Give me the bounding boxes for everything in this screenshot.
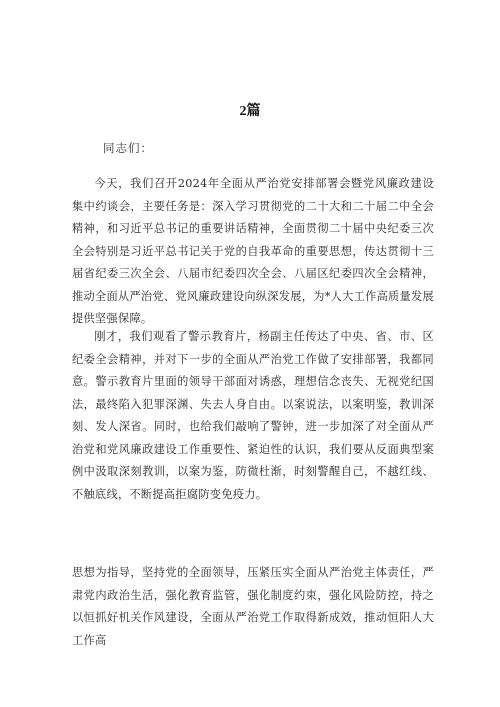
document-title: 2篇 (239, 104, 261, 119)
salutation: 同志们： (103, 141, 153, 155)
paragraph-1: 今天，我们召开2024年全面从严治党安排部署会暨党风廉政建设集中约谈会，主要任务是：深入学习贯彻党的二十大和二十届二中全会精神，和习近平总书记的重要讲话精神，全面贯彻二十届中央纪委三次全会特别是习近平总书记关于党的自我革命的重要思想，传达贯彻十三届省纪委三次全会、八届市纪委四次全会、八届区纪委四次全会精神，推动全面从严治党、党风廉政建设向纵深发展，为*人大工作高质量发展提供坚强保障。 (72, 177, 435, 325)
paragraph-2: 刚才，我们观看了警示教育片，杨副主任传达了中央、省、市、区纪委全会精神，并对下一步的全面从严治党工作做了安排部署，我都同意。警示教育片里面的领导干部面对诱惑，理想信念丧失、无视党纪国法，最终陷入犯罪深渊、失去人身自由。以案说法，以案明鉴，教训深刻、发人深省。同时，也给我们敲响了警钟，进一步加深了对全面从严治党和党风廉政建设工作重要性、紧迫性的认识，我们要从反面典型案例中汲取深刻教训，以案为鉴，防微杜渐，时刻警醒自己，不越红线、不触底线，不断提高拒腐防变免疫力。 (72, 330, 434, 501)
paragraph-3: 思想为指导，坚持党的全面领导，压紧压实全面从严治党主体责任，严肃党内政治生活，强化教育监管，强化制度约束，强化风险防控，持之以恒抓好机关作风建设，全面从严治党工作取得新成效，推动恒阳人大工作高 (72, 566, 434, 647)
